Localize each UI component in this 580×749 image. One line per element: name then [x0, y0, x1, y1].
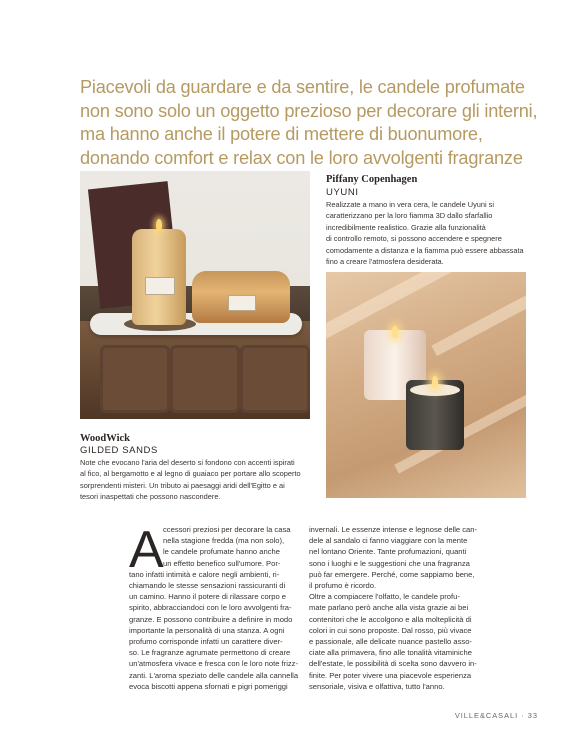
article-line: zanti. L'aroma speziato delle candele alla cannella [129, 670, 299, 680]
description-line: di controllo remoto, si possono accendere e spegnere [326, 234, 502, 244]
footer-separator: · [521, 711, 525, 720]
magazine-name: VILLE&CASALI [454, 711, 519, 720]
cabinet-panel [240, 345, 310, 413]
intro-heading [80, 76, 540, 170]
article-line: le candele profumate hanno anche [163, 547, 280, 557]
article-line: chiamando le stesse sensazioni rassicuranti di [129, 581, 286, 591]
article-line: mate parlano però anche alla vista grazie ai bei [309, 603, 469, 613]
article-line: nel lontano Oriente. Tante profumazioni, quanti [309, 547, 467, 557]
flame-icon [392, 326, 398, 338]
intro-line: Piacevoli da guardare e da sentire, le candele profumate [80, 77, 525, 97]
description-line: tesori inaspettati che possono nascondere. [80, 492, 221, 502]
article-line: e passionale, alle delicate nuance pastello asso- [309, 637, 472, 647]
jar-label [228, 295, 256, 311]
description-line: al fico, al bergamotto e al legno di guaiaco per portare allo scoperto [80, 469, 301, 479]
article-line: ciate alla primavera, fino alle tonalità vitaminiche [309, 648, 472, 658]
intro-line: donando comfort e relax con le loro avvolgenti fragranze [80, 147, 523, 168]
article-line: Oltre a compiacere l'olfatto, le candele profu- [309, 592, 460, 602]
article-line: granze. E possono contribuire a definire in modo [129, 614, 293, 624]
article-line: importante la personalità di una stanza. A ogni [129, 625, 285, 635]
product-name: GILDED SANDS [80, 445, 158, 456]
flame-icon [156, 219, 162, 231]
cabinet-panel [170, 345, 240, 413]
article-line: tano infatti intimità e calore negli ambienti, ri- [129, 569, 280, 579]
woodwick-candles-photo [80, 171, 310, 419]
dark-candle [406, 380, 464, 450]
piffany-candles-photo [326, 272, 526, 498]
flame-icon [432, 376, 438, 388]
article-line: un'atmosfera vivace e fresca con le loro note frizz- [129, 659, 299, 669]
tall-candle-jar [132, 229, 186, 325]
carved-cabinet [80, 321, 310, 419]
product-brand: WoodWick [80, 433, 130, 444]
intro-line: ma hanno anche il potere di mettere di buonumore, [80, 124, 483, 144]
description-line: incredibilmente realistico. Grazie alla funzionalità [326, 222, 486, 232]
page-footer [455, 711, 538, 720]
article-line: contenitori che le accolgono e alla molteplicità di [309, 614, 472, 624]
article-column-1 [129, 521, 299, 692]
article-line: può far emergere. Perché, come sappiamo bene, [309, 569, 475, 579]
description-line: sorprendenti misteri. Un tributo ai paesaggi aridi dell'Egitto e ai [80, 480, 285, 490]
description-line: comodamente a distanza e la fiamma può essere abbassata [326, 245, 524, 255]
description-line: Note che evocano l'aria del deserto si fondono con accenti ispirati [80, 458, 295, 467]
article-line: invernali. Le essenze intense e legnose delle can- [309, 525, 478, 534]
product-brand: Piffany Copenhagen [326, 174, 418, 185]
article-line: finite. Per poter vivere una piacevole esperienza [309, 670, 472, 680]
jar-label [145, 277, 175, 295]
page-number: 33 [527, 711, 538, 720]
description-line: fino a creare l'atmosfera desiderata. [326, 257, 444, 267]
article-line: colori in cui sono proposte. Dal rosso, più vivace [309, 625, 472, 635]
article-line: un camino. Hanno il potere di rilassare corpo e [129, 592, 287, 602]
article-line: ccessori preziosi per decorare la casa [163, 525, 291, 534]
article-line: il profumo è ricordo. [309, 581, 377, 591]
description-line: Realizzate a mano in vera cera, le candele Uyuni si [326, 200, 495, 209]
article-line: so. Le fragranze agrumate permettono di creare [129, 648, 291, 658]
article-line: sono i luoghi e le suggestioni che una fragranza [309, 558, 470, 568]
product-description [326, 199, 524, 267]
ellipse-candle-jar [192, 271, 290, 323]
product-description [80, 457, 301, 503]
article-column-2 [309, 524, 477, 692]
article-line: sensoriale, visiva e olfattiva, tutto l'anno. [309, 681, 445, 691]
product-name: UYUNI [326, 187, 359, 198]
article-line: dell'estate, le possibilità di scelta sono davvero in- [309, 659, 477, 669]
description-line: caratterizzano per la loro fiamma 3D dallo sfarfallio [326, 211, 493, 221]
drop-cap: A [129, 521, 164, 579]
intro-line: non sono solo un oggetto prezioso per decorare gli interni, [80, 100, 538, 121]
article-line: un effetto benefico sull'umore. Por- [163, 558, 281, 568]
article-line: dele al sandalo ci fanno viaggiare con la mente [309, 536, 468, 546]
article-line: profumo corrisponde infatti un carattere diver- [129, 637, 283, 647]
article-line: evoca biscotti appena sfornati e pigri pomeriggi [129, 681, 288, 691]
paper-fold [431, 280, 526, 356]
article-line: spirito, abbracciandoci con le loro avvolgenti fra- [129, 603, 292, 613]
cabinet-panel [100, 345, 170, 413]
article-line: nella stagione fredda (ma non solo), [163, 536, 285, 546]
